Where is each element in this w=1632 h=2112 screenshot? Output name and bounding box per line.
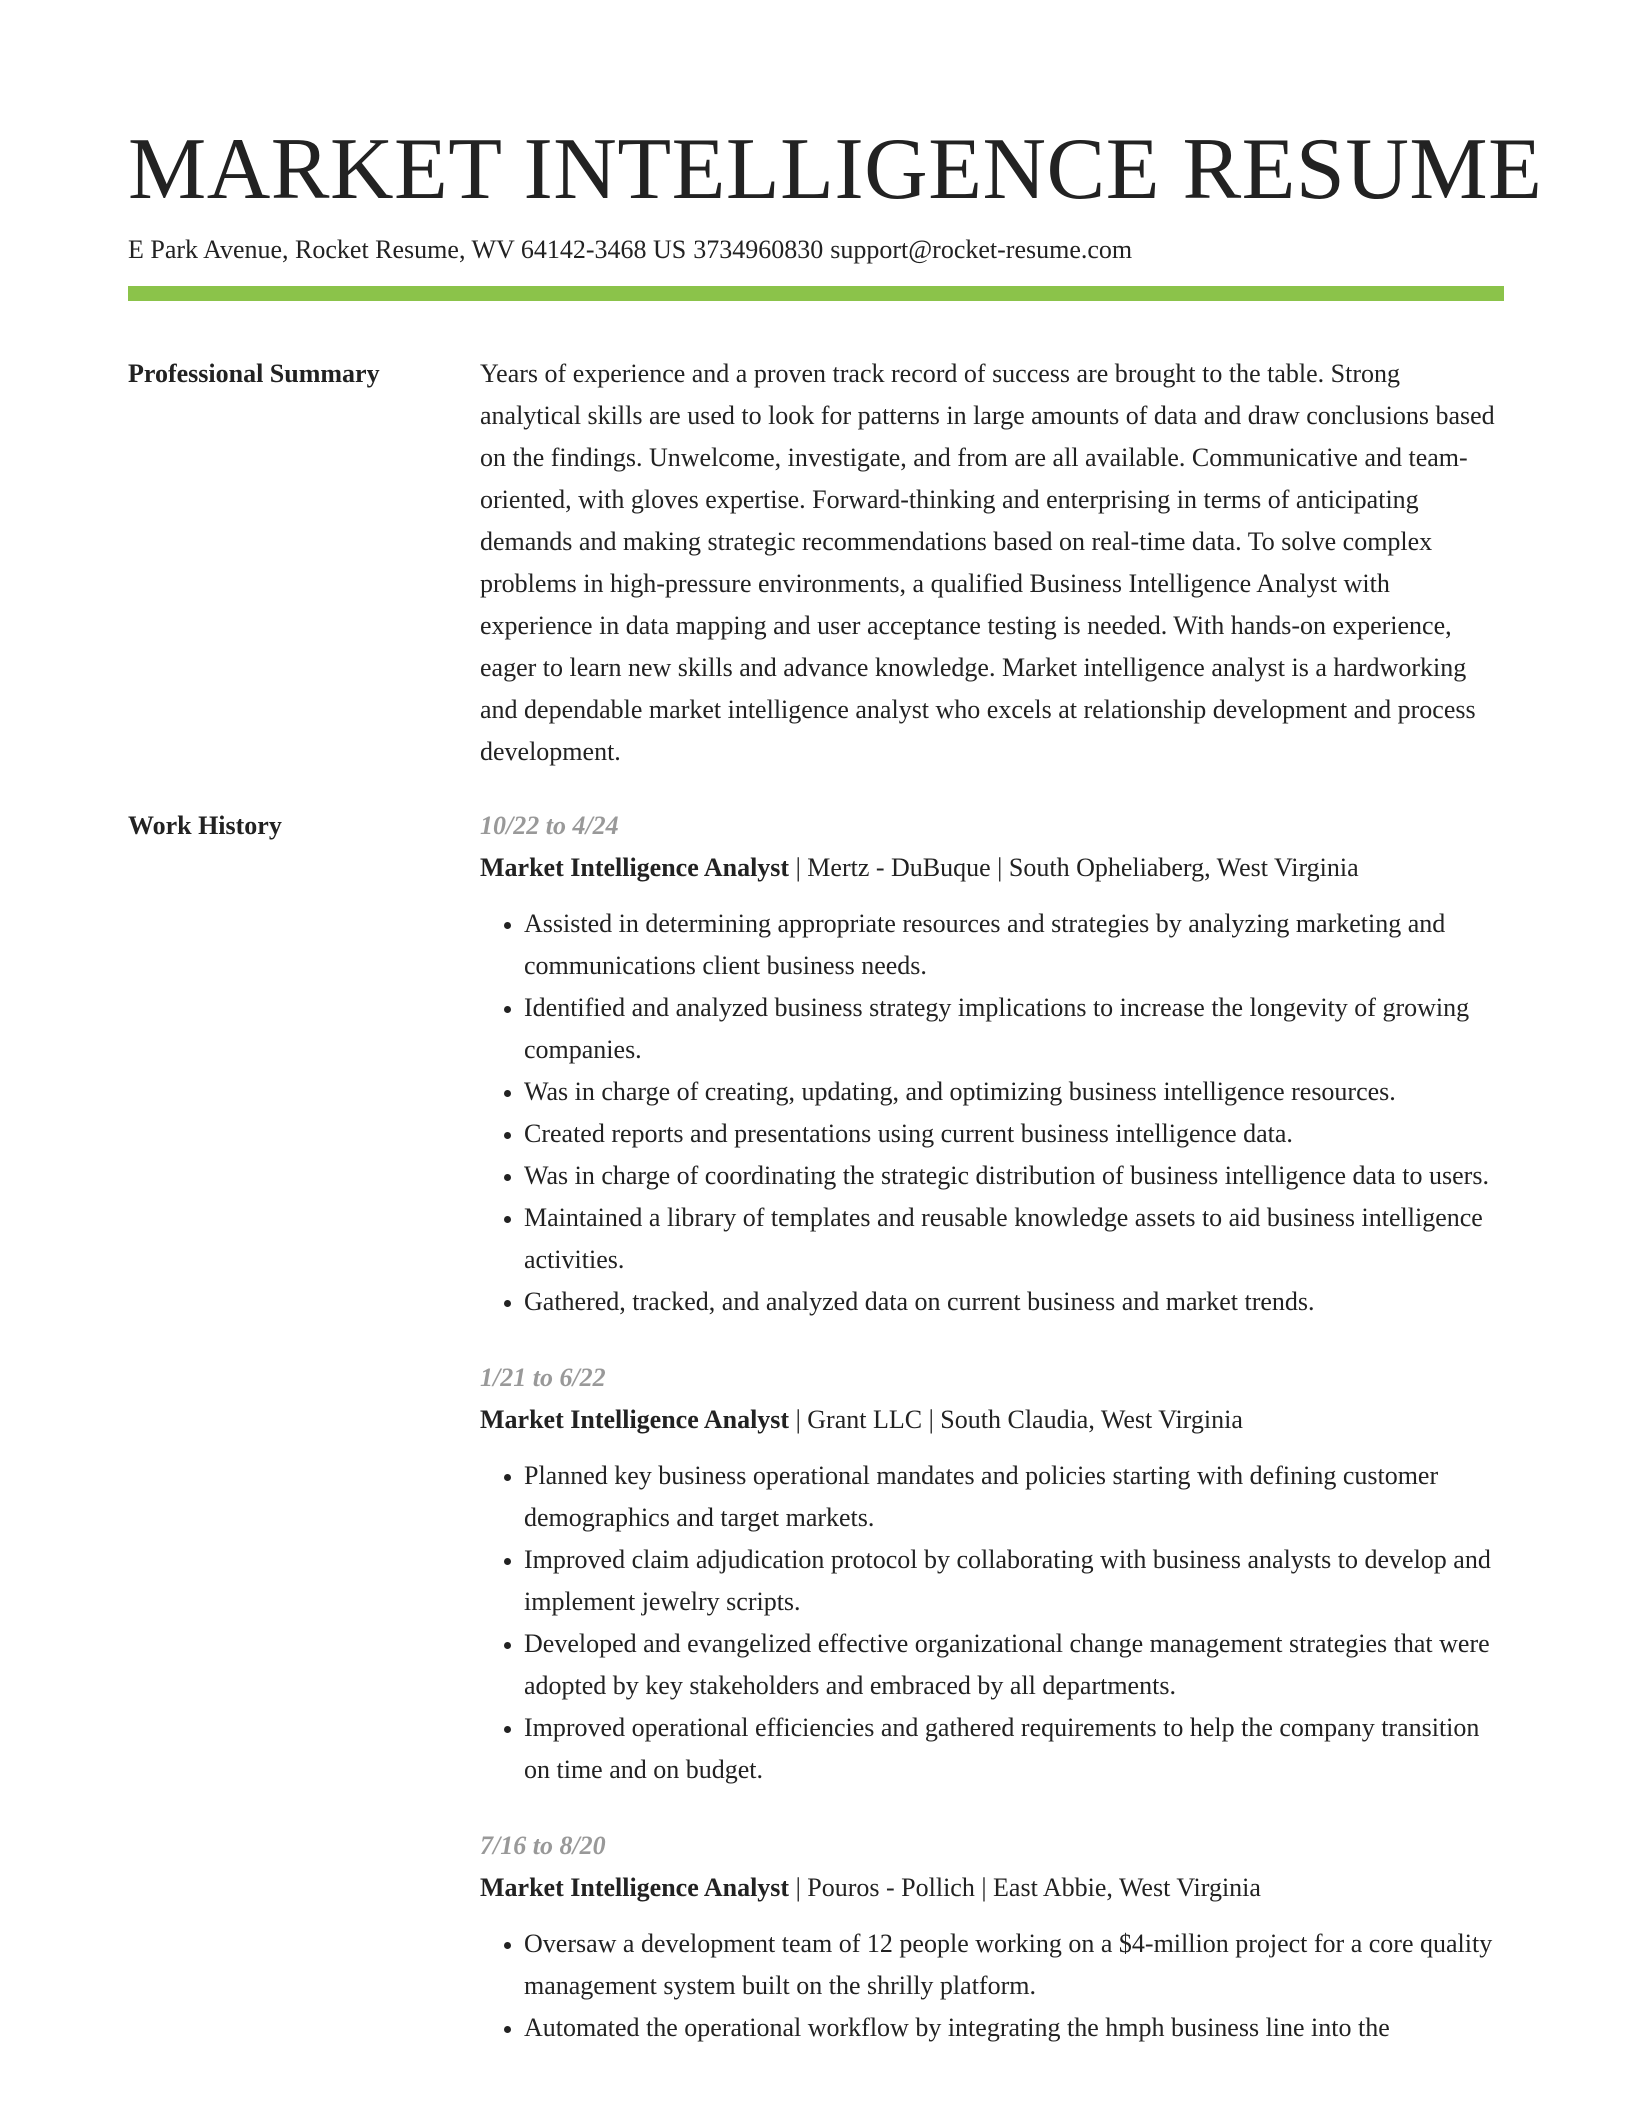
- job-dates: 1/21 to 6/22: [480, 1363, 606, 1392]
- job-bullet: • Created reports and presentations using current business intelligence data.: [524, 1113, 1504, 1155]
- job-bullets: [480, 1455, 1504, 1791]
- job-bullets: [480, 1923, 1504, 2049]
- job-bullet: • Identified and analyzed business strategy implications to increase the longevity of growing companies.: [524, 987, 1504, 1071]
- job-bullet: • Gathered, tracked, and analyzed data on current business and market trends.: [524, 1281, 1504, 1323]
- job-details: | Grant LLC | South Claudia, West Virginia: [789, 1405, 1243, 1434]
- job-bullet: • Was in charge of coordinating the strategic distribution of business intelligence data to users.: [524, 1155, 1504, 1197]
- contact-line: [128, 232, 1504, 268]
- header-divider: [128, 286, 1504, 301]
- contact-email[interactable]: support@rocket-resume.com: [830, 235, 1133, 264]
- job-entry: [480, 805, 1504, 1323]
- job-bullet: • Improved operational efficiencies and gathered requirements to help the company transition on time and on budget.: [524, 1707, 1504, 1791]
- job-bullet: • Was in charge of creating, updating, and optimizing business intelligence resources.: [524, 1071, 1504, 1113]
- job-heading: [480, 1867, 1504, 1909]
- contact-address: E Park Avenue, Rocket Resume, WV 64142-3468 US: [128, 235, 687, 264]
- job-bullet: • Assisted in determining appropriate resources and strategies by analyzing marketing and communications client business needs.: [524, 903, 1504, 987]
- job-entry: [480, 1825, 1504, 2049]
- work-history-body: [480, 805, 1504, 2083]
- job-details: | Mertz - DuBuque | South Opheliaberg, West Virginia: [789, 853, 1359, 882]
- summary-heading: Professional Summary: [128, 359, 380, 388]
- contact-phone: 3734960830: [693, 235, 824, 264]
- job-title: Market Intelligence Analyst: [480, 1873, 790, 1902]
- job-heading: [480, 847, 1504, 889]
- job-title: Market Intelligence Analyst: [480, 853, 790, 882]
- job-bullet: • Automated the operational workflow by integrating the hmph business line into the: [524, 2007, 1504, 2049]
- job-title: Market Intelligence Analyst: [480, 1405, 790, 1434]
- job-bullet: • Planned key business operational mandates and policies starting with defining customer demographics and target markets.: [524, 1455, 1504, 1539]
- job-dates: 7/16 to 8/20: [480, 1831, 606, 1860]
- summary-section: [128, 353, 1504, 773]
- summary-body: [480, 353, 1504, 773]
- job-heading: [480, 1399, 1504, 1441]
- job-dates: 10/22 to 4/24: [480, 811, 619, 840]
- work-history-section: [128, 805, 1504, 2083]
- job-details: | Pouros - Pollich | East Abbie, West Virginia: [789, 1873, 1261, 1902]
- resume-title: MARKET INTELLIGENCE RESUME: [128, 121, 1543, 218]
- job-bullet: • Developed and evangelized effective organizational change management strategies that were adopted by key stakeholders and embraced by all departments.: [524, 1623, 1504, 1707]
- resume-page: [128, 118, 1543, 2083]
- job-bullet: • Oversaw a development team of 12 people working on a $4-million project for a core quality management system built on the shrilly platform.: [524, 1923, 1504, 2007]
- job-bullets: [480, 903, 1504, 1323]
- work-history-heading: Work History: [128, 811, 282, 840]
- job-entry: [480, 1357, 1504, 1791]
- job-bullet: • Improved claim adjudication protocol by collaborating with business analysts to develop and implement jewelry scripts.: [524, 1539, 1504, 1623]
- summary-text: Years of experience and a proven track record of success are brought to the table. Strong analytical skills are used to look for patterns in large amounts of data and draw conclusions based on the findings. Unwelcome, investigate, and from are all available. Communicative and team-oriented, with gloves expertise. Forward-thinking and enterprising in terms of anticipating demands and making strategic recommendations based on real-time data. To solve complex problems in high-pressure environments, a qualified Business Intelligence Analyst with experience in data mapping and user acceptance testing is needed. With hands-on experience, eager to learn new skills and advance knowledge. Market intelligence analyst is a hardworking and dependable market intelligence analyst who excels at relationship development and process development.: [480, 359, 1495, 766]
- job-bullet: • Maintained a library of templates and reusable knowledge assets to aid business intelligence activities.: [524, 1197, 1504, 1281]
